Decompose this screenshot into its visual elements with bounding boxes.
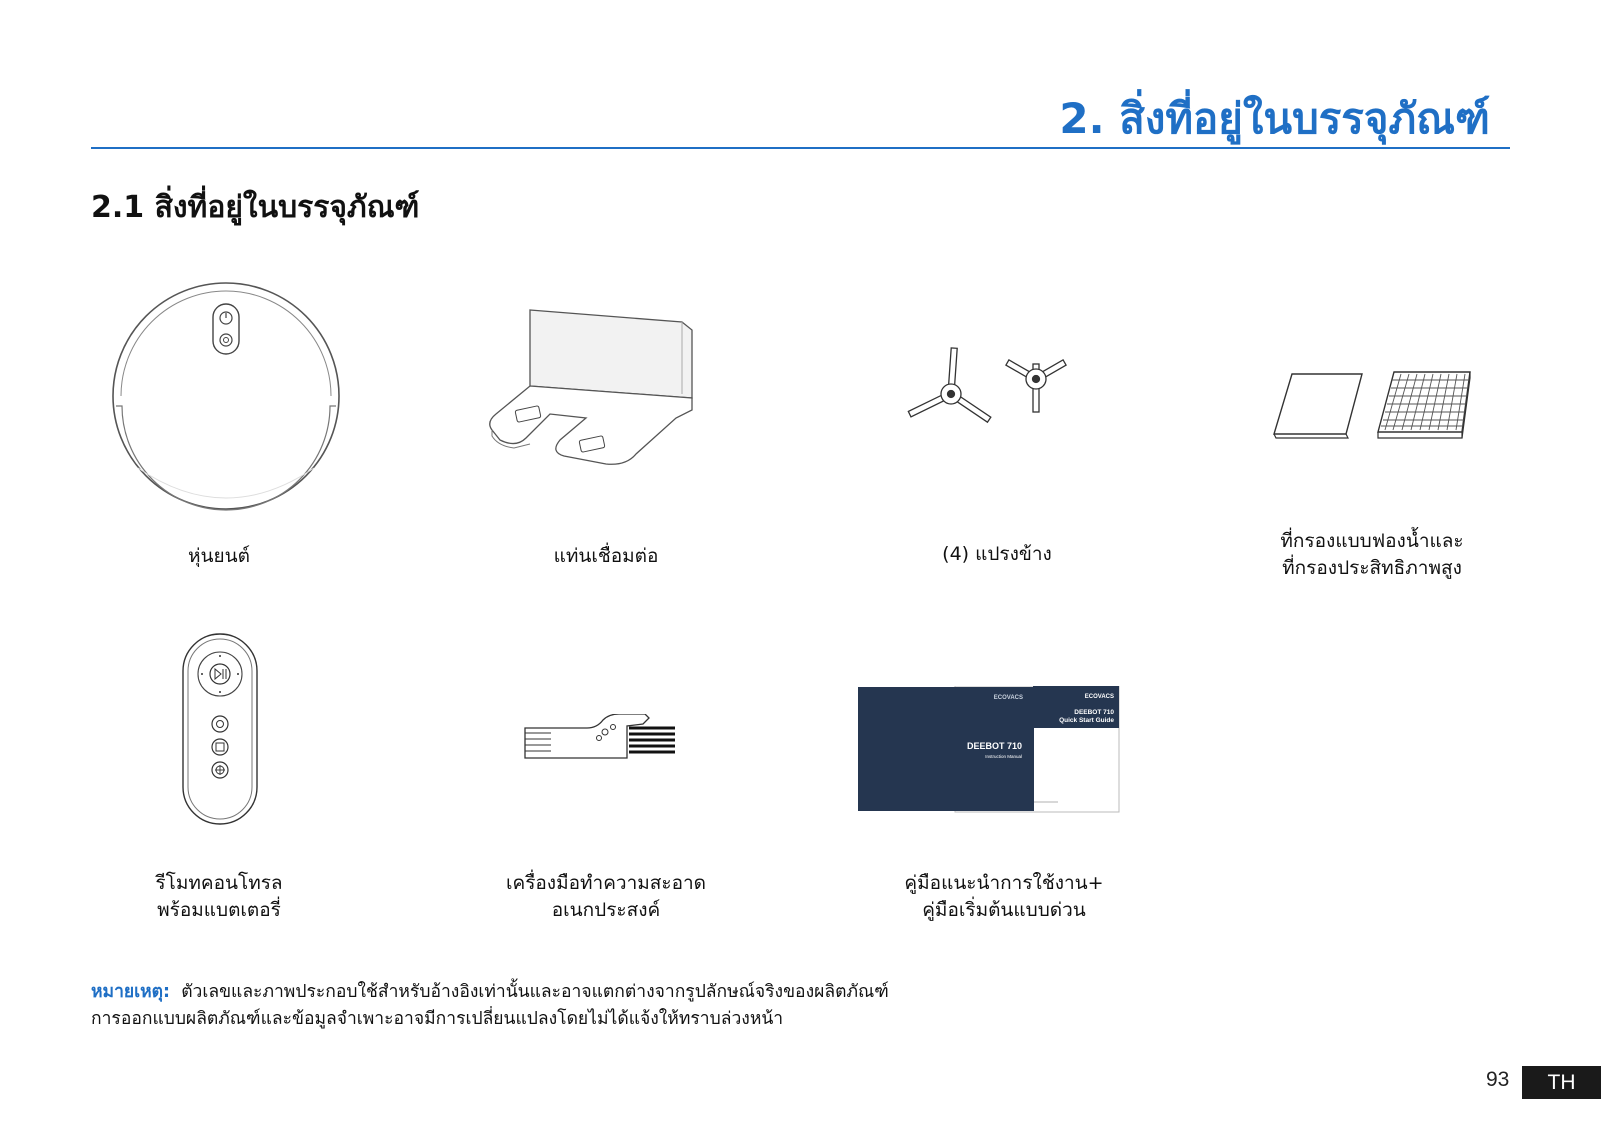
item-caption-dock: แท่นเชื่อมต่อ	[553, 545, 659, 567]
cleaning-tool-icon	[523, 714, 677, 768]
item-caption-robot: หุ่นยนต์	[188, 545, 250, 567]
side-brushes-icon	[902, 344, 1088, 440]
page-number: 93	[1486, 1068, 1510, 1091]
note-line-2: การออกแบบผลิตภัณฑ์และข้อมูลจำเพาะอาจมีการเปลี่ยนแปลงโดยไม่ได้แจ้งให้ทราบล่วงหน้า	[91, 1009, 784, 1029]
item-caption-tool: เครื่องมือทำความสะอาด อเนกประสงค์	[505, 872, 707, 921]
title-divider	[91, 147, 1510, 149]
item-caption-filters: ที่กรองแบบฟองน้ำและ ที่กรองประสิทธิภาพสูง	[1280, 530, 1464, 579]
charging-dock-icon	[486, 306, 698, 476]
note-line-1: หมายเหตุ: ตัวเลขและภาพประกอบใช้สำหรับอ้างอิงเท่านั้นและอาจแตกต่างจากรูปลักษณ์จริงของผลิตภัณฑ์	[91, 982, 889, 1002]
note-label: หมายเหตุ:	[91, 982, 171, 1002]
quick-guide-brand: ECOVACS	[1084, 694, 1114, 700]
language-tab: TH	[1522, 1066, 1601, 1099]
manual-model: DEEBOT 710	[966, 741, 1022, 751]
quick-guide-model: DEEBOT 710	[1074, 709, 1114, 716]
manuals-icon	[858, 686, 1120, 814]
item-caption-manuals: คู่มือแนะนำการใช้งาน+ คู่มือเริ่มต้นแบบด่วน	[904, 872, 1104, 921]
filters-icon	[1270, 368, 1476, 444]
manual-brand: ECOVACS	[993, 695, 1023, 701]
section-title: 2.1 สิ่งที่อยู่ในบรรจุภัณฑ์	[91, 190, 420, 225]
remote-control-icon	[181, 632, 259, 826]
disclaimer-note	[91, 979, 1291, 1033]
item-caption-remote: รีโมทคอนโทรล พร้อมแบตเตอรี่	[155, 872, 283, 921]
chapter-title: 2. สิ่งที่อยู่ในบรรจุภัณฑ์	[1059, 94, 1490, 143]
quick-guide-title: Quick Start Guide	[1059, 717, 1114, 724]
item-caption-brushes: (4) แปรงข้าง	[942, 543, 1052, 565]
manual-title: Instruction Manual	[985, 754, 1022, 759]
robot-vacuum-icon	[108, 278, 344, 514]
